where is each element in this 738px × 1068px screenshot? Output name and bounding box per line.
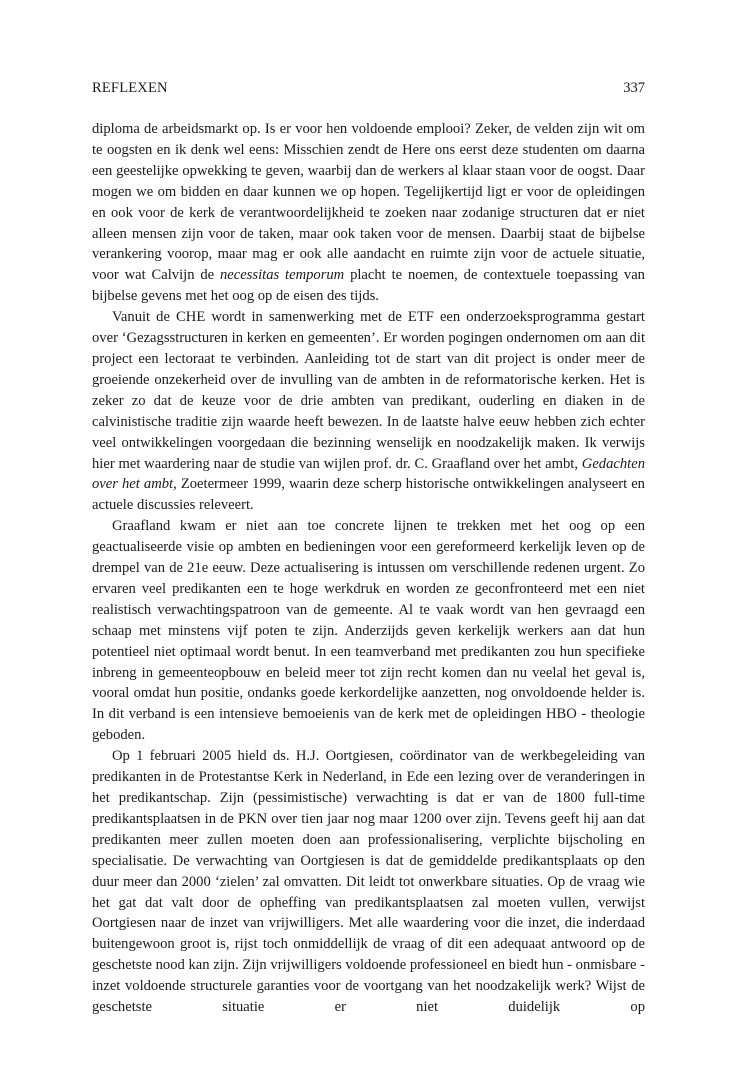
- paragraph-1: [92, 119, 645, 307]
- paragraph-1-italic-term: necessitas temporum: [220, 267, 345, 284]
- paragraph-3-text: Graafland kwam er niet aan toe concrete lijnen te trekken met het oog op een geactualiseerde visie op ambten en bedieningen voor een gereformeerd kerkelijk leven op de drempel van de 21e eeuw. Deze actualisering is intussen om verschillende redenen urgent. Zo ervaren veel predikanten een te hoge werkdruk en worden ze geconfronteerd met een niet realistisch verwachtingspatroon van de gemeente. Al te vaak wordt van hen gevraagd een schaap met minstens vijf poten te zijn. Anderzijds geven kerkelijk werkers aan dat hun potentieel niet optimaal wordt benut. In een teamverband met predikanten zou hun specifieke inbreng in gemeenteopbouw en beleid meer tot zijn recht komen dan nu veelal het geval is, vooral omdat hun positie, ondanks goede kerkordelijke aanzetten, nog onvoldoende helder is. In dit verband is een intensieve bemoeienis van de kerk met de opleidingen HBO - theologie geboden.: [92, 518, 645, 744]
- body-text: [92, 119, 645, 1018]
- paragraph-1-text-1: diploma de arbeidsmarkt op. Is er voor hen voldoende emplooi? Zeker, de velden zijn wit om te oogsten en ik denk wel eens: Misschien zendt de Here ons eerst deze studenten om daarna een geestelijke opwekking te geven, waarbij dan de werkers al klaar staan voor de oogst. Daar mogen we om bidden en daar kunnen we op hopen. Tegelijkertijd ligt er voor de opleidingen en ook voor de kerk de verantwoordelijkheid te zoeken naar zodanige structuren dat er niet alleen mensen zijn voor de taken, maar ook taken voor de mensen. Daarbij staat de bijbelse verankering voorop, maar mag er ook alle aandacht en ruimte zijn voor de actuele situatie, voor wat Calvijn de: [92, 121, 645, 284]
- paragraph-2-text-2: Zoetermeer 1999, waarin deze scherp historische ontwikkelingen analyseert en actuele discussies releveert.: [92, 476, 645, 514]
- running-head-title: REFLEXEN: [92, 80, 168, 96]
- paragraph-3: [92, 516, 645, 746]
- paragraph-1-text-2: placht te noemen, de contextuele toepassing van bijbelse gevens met het oog op de eisen des tijds.: [92, 267, 645, 305]
- paragraph-2-italic-title: Gedachten over het ambt,: [92, 455, 645, 493]
- paragraph-4: [92, 746, 645, 1018]
- paragraph-2: [92, 307, 645, 516]
- paragraph-2-text-1: Vanuit de CHE wordt in samenwerking met de ETF een onderzoeksprogramma gestart over ‘Gezagsstructuren in kerken en gemeenten’. Er worden pogingen ondernomen om aan dit project een lectoraat te verbinden. Aanleiding tot de start van dit project is onder meer de groeiende onzekerheid over de invulling van de ambten in de reformatorische kerken. Het is zeker zo dat de keuze voor de drie ambten van predikant, ouderling en diaken in de calvinistische traditie zijn waarde heeft bewezen. In de laatste halve eeuw hebben zich echter veel ontwikkelingen voorgedaan die bezinning wenselijk en noodzakelijk maken. Ik verwijs hier met waardering naar de studie van wijlen prof. dr. C. Graafland over het ambt,: [92, 309, 645, 472]
- page-number: 337: [623, 80, 645, 96]
- paragraph-4-text: Op 1 februari 2005 hield ds. H.J. Oortgiesen, coördinator van de werkbegeleiding van predikanten in de Protestantse Kerk in Nederland, in Ede een lezing over de veranderingen in het predikantschap. Zijn (pessimistische) verwachting is dat er van de 1800 full-time predikantsplaatsen in de PKN over tien jaar nog maar 1200 over zijn. Tevens geeft hij aan dat predikanten meer zullen moeten doen aan professionalisering, verplichte bijscholing en specialisatie. De verwachting van Oortgiesen is dat de gemiddelde predikantsplaats op den duur meer dan 2000 ‘zielen’ zal omvatten. Dit leidt tot onwerkbare situaties. Op de vraag wie het gat dat valt door de opheffing van predikantsplaatsen zal moeten vullen, verwijst Oortgiesen naar de inzet van vrijwilligers. Met alle waardering voor die inzet, die inderdaad buitengewoon groot is, rijst toch onmiddellijk de vraag of dit een adequaat antwoord op de geschetste nood kan zijn. Zijn vrijwilligers voldoende professioneel en biedt hun - onmisbare - inzet voldoende structurele garanties voor de voortgang van het noodzakelijk werk? Wijst de geschetste situatie er niet duidelijk op: [92, 748, 645, 1016]
